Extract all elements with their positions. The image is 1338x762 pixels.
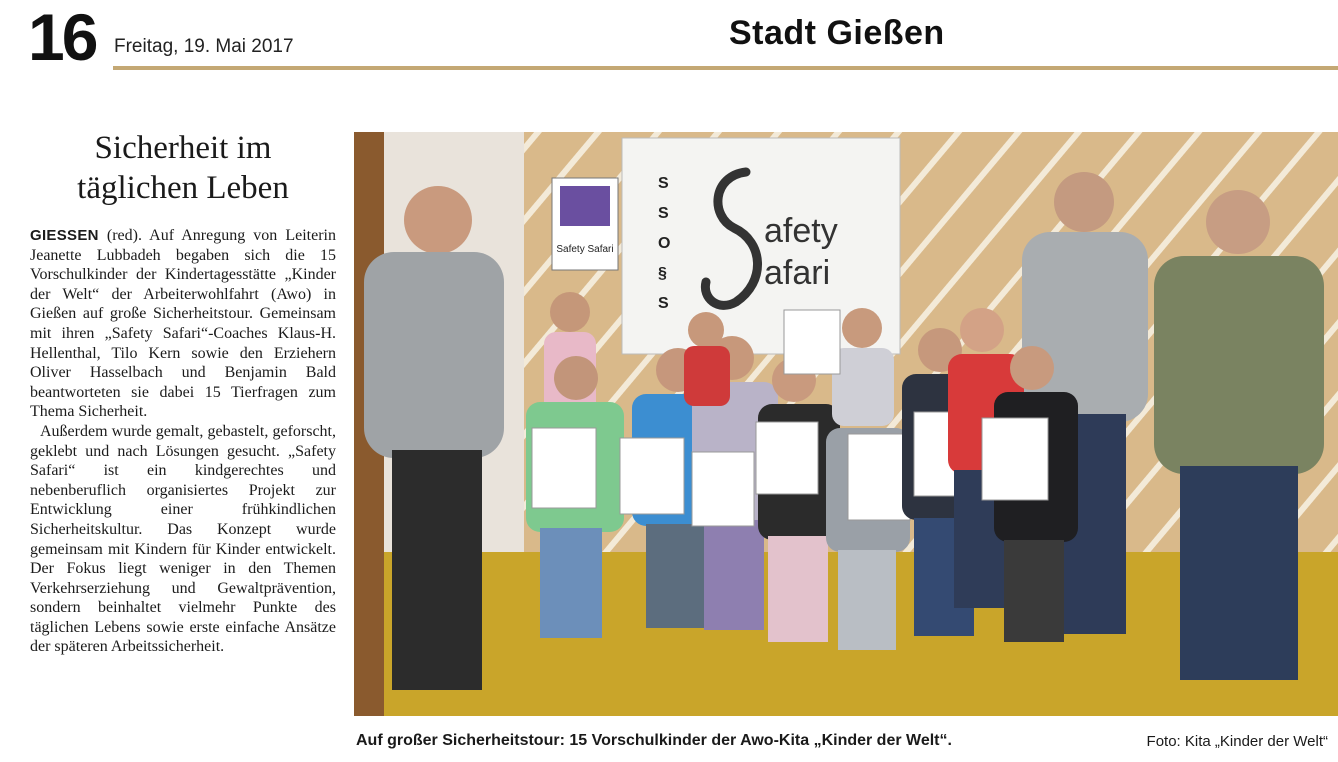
article-paragraph: Außerdem wurde gemalt, gebastelt, geforscht, geklebt und nach Lösungen gesucht. „Safety Safari“ ist ein kindgerechtes und nebenberuflich organisiertes Projekt zur Entwicklung einer frühkindlichen Sicherheitskultur. Das Konzept wurde gemeinsam mit Kindern für Kinder entwickelt. Der Fokus liegt weniger in den Themen Verkehrserziehung und Gewaltprävention, sondern beinhaltet vielmehr Punkte des täglichen Lebens sowie erste einfache Ansätze der späteren Arbeitssicherheit. xyxy=(30,422,336,656)
child xyxy=(684,312,730,406)
issue-date: Freitag, 19. Mai 2017 xyxy=(114,36,294,57)
article-paragraph-text: (red). Auf Anregung von Leiterin Jeanette Lubbadeh begaben sich die 15 Vorschulkinder der Kindertagesstätte „Kinder der Welt“ der Arbeiterwohlfahrt (Awo) in Gießen auf große Sicherheitstour. Gemeinsam mit ihren „Safety Safari“-Coaches Klaus-H. Hellenthal, Tilo Kern sowie den Erziehern Oliver Hasselbach und Benjamin Bald beantworteten sie dabei 15 Tierfragen zum Thema Sicherheit. xyxy=(30,227,336,421)
banner-letter: O xyxy=(658,235,671,252)
banner-letter: S xyxy=(658,295,669,312)
photo-illustration xyxy=(354,132,1338,716)
article-headline: Sicherheit im täglichen Leben xyxy=(77,130,289,206)
banner-word-bottom: afari xyxy=(764,254,831,292)
photo-credit: Foto: Kita „Kinder der Welt“ xyxy=(1146,733,1328,750)
page-number: 16 xyxy=(28,0,96,74)
banner-letter: S xyxy=(658,175,669,192)
section-title: Stadt Gießen xyxy=(729,14,945,52)
article-paragraph xyxy=(30,226,336,422)
header-rule xyxy=(113,66,1338,70)
photo-caption: Auf großer Sicherheitstour: 15 Vorschulkinder der Awo-Kita „Kinder der Welt“. xyxy=(356,732,952,749)
banner-letter: § xyxy=(658,265,667,282)
article-photo xyxy=(354,132,1338,716)
article-body xyxy=(30,226,336,657)
poster-label: Safety Safari xyxy=(556,244,614,255)
banner-letter: S xyxy=(658,205,669,222)
safety-poster xyxy=(552,178,618,270)
banner-word-top: afety xyxy=(764,212,838,250)
article-dateline: GIESSEN xyxy=(30,227,99,244)
